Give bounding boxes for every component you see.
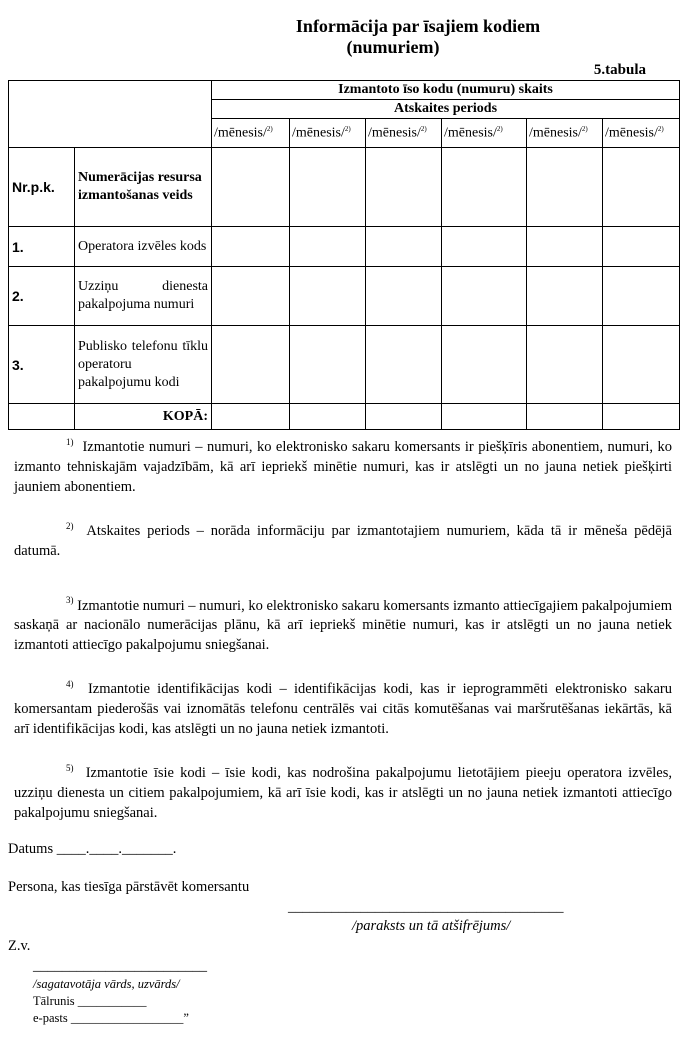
month-header <box>366 119 442 148</box>
table-row <box>9 227 680 267</box>
row-label: Operatora izvēles kods <box>75 227 212 267</box>
month-label: /mēnesis/ <box>292 125 345 141</box>
month-footnote: 2) <box>496 124 503 133</box>
total-cell[interactable] <box>527 404 603 430</box>
data-cell[interactable] <box>212 267 290 326</box>
data-cell[interactable] <box>366 148 442 227</box>
month-footnote: 2) <box>657 124 664 133</box>
data-cell[interactable] <box>442 148 527 227</box>
data-cell[interactable] <box>212 148 290 227</box>
data-cell[interactable] <box>603 326 680 404</box>
month-footnote: 2) <box>420 124 427 133</box>
data-cell[interactable] <box>212 227 290 267</box>
footnote-4 <box>14 674 672 739</box>
data-cell[interactable] <box>527 326 603 404</box>
total-cell[interactable] <box>212 404 290 430</box>
month-header <box>290 119 366 148</box>
data-cell[interactable] <box>366 227 442 267</box>
total-cell[interactable] <box>366 404 442 430</box>
footnote-text: Izmantotie numuri – numuri, ko elektronisko sakaru komersants ir piešķīris abonentiem, numuri, ko izmanto tehniskajām vajadzībām, kā arī iepriekš minētie numuri, kas ir atslēgti un no jauna netiek piešķirti jauniem abonentiem. <box>14 438 673 495</box>
data-cell[interactable] <box>290 267 366 326</box>
footnote-2 <box>14 516 672 561</box>
month-footnote: 2) <box>581 124 588 133</box>
email-line: e-pasts __________________” <box>33 1011 189 1025</box>
month-header <box>603 119 680 148</box>
data-cell[interactable] <box>366 326 442 404</box>
month-label: /mēnesis/ <box>605 125 658 141</box>
data-cell[interactable] <box>527 148 603 227</box>
footnote-marker: 1) <box>66 437 74 447</box>
total-cell[interactable] <box>442 404 527 430</box>
row-number: 2. <box>9 267 75 326</box>
row-label: Uzziņu dienesta pakalpojuma numuri <box>75 267 212 326</box>
month-header <box>212 119 290 148</box>
total-row <box>9 404 680 430</box>
data-cell[interactable] <box>603 148 680 227</box>
footnote-5 <box>14 758 672 823</box>
data-cell[interactable] <box>212 326 290 404</box>
short-codes-table <box>8 80 680 430</box>
footnote-text: Atskaites periods – norāda informāciju par izmantotajiem numuriem, kāda tā ir mēneša pēdējā datumā. <box>14 522 672 559</box>
data-cell[interactable] <box>366 267 442 326</box>
header-period: Atskaites periods <box>212 100 680 119</box>
title-line-1: Informācija par īsajiem kodiem <box>295 16 541 36</box>
footnote-1 <box>14 432 672 497</box>
document-title <box>0 16 686 58</box>
data-cell[interactable] <box>442 326 527 404</box>
representative-line: Persona, kas tiesīga pārstāvēt komersantu <box>8 879 250 895</box>
signature-caption: /paraksts un tā atšifrējums/ <box>352 918 511 934</box>
row-number: 1. <box>9 227 75 267</box>
month-header <box>527 119 603 148</box>
row-number: 3. <box>9 326 75 404</box>
footnote-text: Izmantotie identifikācijas kodi – identifikācijas kodi, kas ir ieprogrammēti elektronisko sakaru komersantam piederošās vai iznomātās telefonu centrālēs vai citās komutēšanas vai maršrutēšanas iekārtās, kā arī identifikācijas kodi, kas atslēgti un no jauna netiek izmantoti. <box>14 681 672 738</box>
table-corner-cell <box>9 81 212 148</box>
data-cell[interactable] <box>527 227 603 267</box>
total-label: KOPĀ: <box>75 404 212 430</box>
data-cell[interactable] <box>290 148 366 227</box>
total-cell[interactable] <box>603 404 680 430</box>
footnote-text: Izmantotie numuri – numuri, ko elektronisko sakaru komersants izmanto attiecīgajiem pakalpojumiem saskaņā ar nacionālo numerācijas plānu, kā arī iepriekš minētie numuri, kas ir atslēgti un no jauna netiek izmantoti attiecīgo pakalpojumu sniegšanai. <box>14 597 673 654</box>
footnote-marker: 2) <box>66 520 74 531</box>
month-label: /mēnesis/ <box>529 125 582 141</box>
data-cell[interactable] <box>603 227 680 267</box>
month-footnote: 2) <box>344 124 351 133</box>
data-cell[interactable] <box>442 267 527 326</box>
preparer-caption: /sagatavotāja vārds, uzvārds/ <box>33 977 180 991</box>
month-header <box>442 119 527 148</box>
signature-rule: ______________________________________ <box>288 899 564 915</box>
column-header-type: Numerācijas resursa izmantošanas veids <box>75 148 212 227</box>
month-label: /mēnesis/ <box>444 125 497 141</box>
footnote-marker: 4) <box>66 679 74 690</box>
data-cell[interactable] <box>290 326 366 404</box>
phone-line: Tālrunis ___________ <box>33 994 147 1008</box>
header-group: Izmantoto īso kodu (numuru) skaits <box>212 81 680 100</box>
preparer-rule: ________________________ <box>33 958 207 974</box>
title-line-2: (numuriem) <box>346 37 440 57</box>
month-label: /mēnesis/ <box>368 125 421 141</box>
data-cell[interactable] <box>442 227 527 267</box>
data-cell[interactable] <box>603 267 680 326</box>
row-label: Publisko telefonu tīklu operatoru pakalpojumu kodi <box>75 326 212 404</box>
footnote-marker: 5) <box>66 763 74 774</box>
table-row <box>9 326 680 404</box>
table-row <box>9 267 680 326</box>
date-line: Datums ____.____._______. <box>8 841 177 857</box>
month-label: /mēnesis/ <box>214 125 267 141</box>
column-header-nr: Nr.p.k. <box>9 148 75 227</box>
data-cell[interactable] <box>527 267 603 326</box>
footnote-text: Izmantotie īsie kodi – īsie kodi, kas nodrošina pakalpojumu lietotājiem pieeju operatora izvēles, uzziņu dienesta un citiem pakalpojumiem, kā arī īsie kodi, kas ir atslēgti un no jauna netiek izmantoti attiecīgo pakalpojumu sniegšanai. <box>14 765 672 822</box>
data-cell[interactable] <box>290 227 366 267</box>
footnotes <box>14 432 672 842</box>
month-footnote: 2) <box>266 124 273 133</box>
total-cell[interactable] <box>290 404 366 430</box>
seal-label: Z.v. <box>8 938 31 954</box>
footnote-marker: 3) <box>66 595 74 606</box>
total-empty-cell <box>9 404 75 430</box>
footnote-3 <box>14 591 672 656</box>
table-number-label: 5.tabula <box>593 62 646 78</box>
